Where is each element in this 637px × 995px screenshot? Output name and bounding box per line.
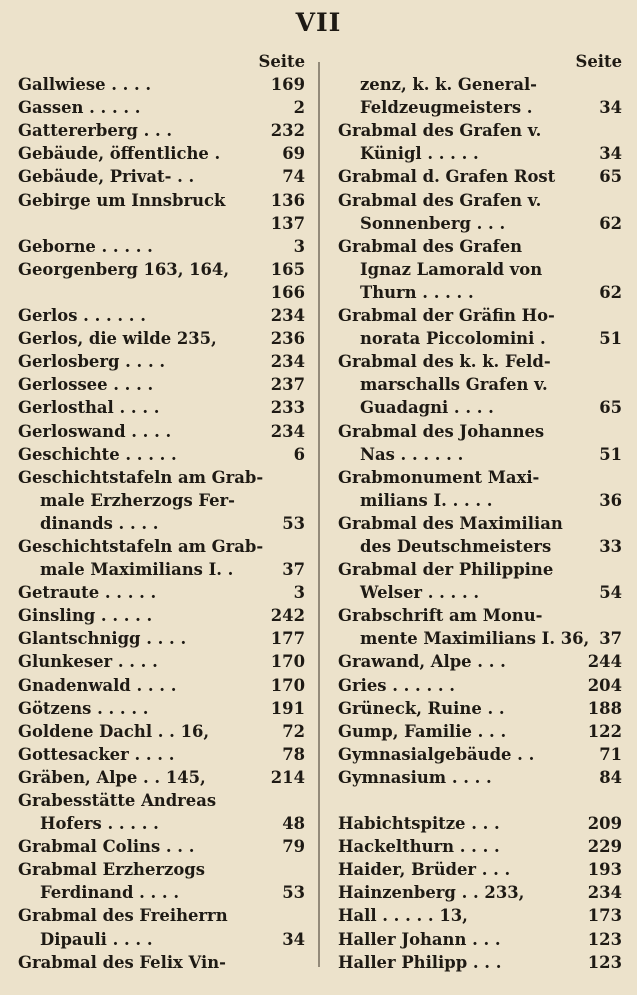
entry-page-ref: 2 — [293, 98, 305, 118]
entry-term: Grabmal des Maximilian — [338, 513, 563, 533]
entry-page-ref: 3 — [293, 583, 305, 603]
index-entry — [18, 189, 305, 212]
section-gap — [338, 789, 622, 812]
index-entry — [338, 674, 622, 697]
entry-page-ref: 234 — [270, 306, 305, 326]
index-entry — [18, 904, 305, 927]
entry-term: Geschichtstafeln am Grab- — [18, 467, 264, 487]
entry-term: Gerlosthal . . . . — [18, 398, 160, 418]
entry-term: Grabmal des Grafen v. — [338, 121, 542, 141]
entry-term: Gerloswand . . . . — [18, 421, 172, 441]
index-entry — [338, 951, 622, 974]
index-entry — [338, 881, 622, 904]
entry-term: Hall . . . . . 13, — [338, 906, 468, 926]
index-entry — [338, 373, 622, 396]
index-entry — [18, 858, 305, 881]
index-entry — [18, 443, 305, 466]
entry-term: Grabmal der Gräfin Ho- — [338, 306, 555, 326]
entry-page-ref: 34 — [282, 929, 305, 949]
entry-page-ref: 169 — [270, 75, 305, 95]
index-entry — [18, 835, 305, 858]
entry-term: Goldene Dachl . . 16, — [18, 721, 210, 741]
entry-term: Gerlosberg . . . . — [18, 352, 166, 372]
entry-term: Grabmal der Philippine — [338, 560, 554, 580]
entry-term: Grabmal des Grafen — [338, 236, 523, 256]
entry-term: des Deutschmeisters — [360, 536, 552, 556]
index-entry — [338, 350, 622, 373]
index-entry — [338, 512, 622, 535]
entry-page-ref: 188 — [587, 698, 622, 718]
index-entry — [338, 558, 622, 581]
index-entry — [338, 928, 622, 951]
index-entry — [338, 535, 622, 558]
index-entry — [18, 881, 305, 904]
entry-term: male Maximilians I. . — [40, 560, 234, 580]
entry-term: Thurn . . . . . — [360, 282, 474, 302]
index-entry — [18, 396, 305, 419]
index-entry — [338, 581, 622, 604]
entry-term: Gebäude, Privat- . . — [18, 167, 195, 187]
index-entry — [18, 928, 305, 951]
index-column-right — [338, 50, 622, 974]
entry-page-ref: 177 — [270, 629, 305, 649]
entry-page-ref: 193 — [587, 860, 622, 880]
index-entry — [338, 165, 622, 188]
entry-page-ref: 234 — [270, 352, 305, 372]
index-entry — [18, 96, 305, 119]
index-entry — [18, 466, 305, 489]
entry-term: Guadagni . . . . — [360, 398, 494, 418]
entry-term: Gymnasium . . . . — [338, 767, 492, 787]
index-entry — [18, 350, 305, 373]
entry-page-ref: 34 — [599, 98, 622, 118]
entry-page-ref: 204 — [587, 675, 622, 695]
entry-term: Haller Philipp . . . — [338, 952, 502, 972]
left-entries — [18, 73, 305, 974]
entry-page-ref: 170 — [270, 675, 305, 695]
index-entry — [18, 373, 305, 396]
entry-term: Grabschrift am Monu- — [338, 606, 543, 626]
index-entry — [18, 789, 305, 812]
entry-term: Grabmonument Maxi- — [338, 467, 540, 487]
entry-page-ref: 237 — [270, 375, 305, 395]
entry-term: Ginsling . . . . . — [18, 606, 153, 626]
entry-page-ref: 6 — [293, 444, 305, 464]
index-entry — [338, 766, 622, 789]
entry-term: Grüneck, Ruine . . — [338, 698, 505, 718]
index-entry — [18, 73, 305, 96]
entry-term: Geschichtstafeln am Grab- — [18, 536, 264, 556]
entry-term: Grabmal des Felix Vin- — [18, 952, 226, 972]
entry-term: Grawand, Alpe . . . — [338, 652, 506, 672]
index-entry — [18, 697, 305, 720]
entry-page-ref: 3 — [293, 236, 305, 256]
entry-page-ref: 53 — [282, 883, 305, 903]
entry-page-ref: 233 — [270, 398, 305, 418]
entry-term: Ignaz Lamorald von — [360, 259, 543, 279]
index-entry — [18, 674, 305, 697]
index-entry — [338, 489, 622, 512]
column-divider — [318, 62, 320, 967]
entry-term: Gnadenwald . . . . — [18, 675, 177, 695]
index-entry — [338, 466, 622, 489]
index-entry — [18, 743, 305, 766]
entry-term: Ferdinand . . . . — [40, 883, 180, 903]
entry-term: Grabmal Colins . . . — [18, 837, 195, 857]
entry-term: Gottesacker . . . . — [18, 744, 175, 764]
entry-term: Grabmal des Freiherrn — [18, 906, 228, 926]
index-entry — [18, 951, 305, 974]
entry-page-ref: 209 — [587, 814, 622, 834]
entry-page-ref: 123 — [587, 929, 622, 949]
index-entry — [18, 581, 305, 604]
index-entry — [338, 304, 622, 327]
index-entry — [18, 165, 305, 188]
entry-page-ref: 166 — [270, 282, 305, 302]
entry-term: norata Piccolomini . — [360, 329, 546, 349]
entry-page-ref: 71 — [599, 744, 622, 764]
entry-page-ref: 36 — [599, 490, 622, 510]
entry-term: Grabmal des Johannes — [338, 421, 545, 441]
index-entry — [338, 420, 622, 443]
index-entry — [18, 512, 305, 535]
entry-term: Gräben, Alpe . . 145, — [18, 767, 206, 787]
index-entry — [18, 142, 305, 165]
entry-page-ref: 234 — [270, 421, 305, 441]
entry-page-ref: 48 — [282, 814, 305, 834]
entry-term: Dipauli . . . . — [40, 929, 153, 949]
index-entry — [18, 720, 305, 743]
entry-term: Haller Johann . . . — [338, 929, 501, 949]
entry-term: Feldzeugmeisters . — [360, 98, 533, 118]
index-entry — [338, 627, 622, 650]
entry-term: Gebirge um Innsbruck — [18, 190, 226, 210]
entry-page-ref: 234 — [587, 883, 622, 903]
index-entry — [18, 235, 305, 258]
entry-page-ref: 214 — [270, 767, 305, 787]
entry-page-ref: 34 — [599, 144, 622, 164]
index-entry — [338, 119, 622, 142]
entry-term: Götzens . . . . . — [18, 698, 149, 718]
index-entry — [338, 142, 622, 165]
index-entry — [338, 604, 622, 627]
entry-term: mente Maximilians I. 36, — [360, 629, 590, 649]
entry-term: Nas . . . . . . — [360, 444, 464, 464]
index-entry — [18, 420, 305, 443]
entry-page-ref: 242 — [270, 606, 305, 626]
entry-page-ref: 79 — [282, 837, 305, 857]
entry-term: Getraute . . . . . — [18, 583, 157, 603]
entry-page-ref: 165 — [270, 259, 305, 279]
seite-header-left: Seite — [258, 52, 305, 71]
index-entry — [338, 904, 622, 927]
entry-term: Gerlos . . . . . . — [18, 306, 146, 326]
entry-page-ref: 37 — [282, 560, 305, 580]
entry-term: zenz, k. k. General- — [360, 75, 537, 95]
entry-term: Welser . . . . . — [360, 583, 480, 603]
index-entry — [18, 489, 305, 512]
entry-term: Grabesstätte Andreas — [18, 791, 217, 810]
entry-term: Gerlos, die wilde 235, — [18, 329, 217, 349]
entry-term: Hofers . . . . . — [40, 814, 159, 834]
entry-page-ref: 122 — [587, 721, 622, 741]
index-entry — [338, 96, 622, 119]
entry-page-ref: 236 — [270, 329, 305, 349]
index-entry — [18, 604, 305, 627]
entry-term: Georgenberg 163, 164, — [18, 259, 230, 279]
index-entry — [18, 650, 305, 673]
entry-page-ref: 51 — [599, 444, 622, 464]
entry-page-ref: 54 — [599, 583, 622, 603]
index-entry — [18, 119, 305, 142]
index-entry — [338, 189, 622, 212]
entry-page-ref: 51 — [599, 329, 622, 349]
index-entry — [338, 812, 622, 835]
index-entry — [18, 212, 305, 235]
index-entry — [338, 281, 622, 304]
entry-term: marschalls Grafen v. — [360, 375, 548, 395]
entry-page-ref: 137 — [270, 213, 305, 233]
entry-term: Grabmal Erzherzogs — [18, 860, 205, 880]
entry-term: Gries . . . . . . — [338, 675, 455, 695]
right-entries — [338, 73, 622, 974]
entry-term: Glantschnigg . . . . — [18, 629, 187, 649]
index-entry — [338, 258, 622, 281]
entry-term: Sonnenberg . . . — [360, 213, 506, 233]
index-entry — [338, 650, 622, 673]
index-entry — [338, 443, 622, 466]
entry-term: Glunkeser . . . . — [18, 652, 158, 672]
entry-term: Gattererberg . . . — [18, 121, 173, 141]
entry-page-ref: 84 — [599, 767, 622, 787]
index-entry — [338, 73, 622, 96]
entry-page-ref: 65 — [599, 398, 622, 418]
seite-header-right: Seite — [575, 52, 622, 71]
entry-page-ref: 78 — [282, 744, 305, 764]
entry-term: Grabmal des k. k. Feld- — [338, 352, 551, 372]
index-entry — [338, 697, 622, 720]
entry-page-ref: 229 — [587, 837, 622, 857]
entry-term: Künigl . . . . . — [360, 144, 479, 164]
index-entry — [18, 627, 305, 650]
entry-term: male Erzherzogs Fer- — [40, 490, 235, 510]
entry-term: dinands . . . . — [40, 513, 159, 533]
entry-term: Gallwiese . . . . — [18, 75, 152, 95]
entry-term: Geschichte . . . . . — [18, 444, 177, 464]
index-entry — [338, 212, 622, 235]
entry-term: Hainzenberg . . 233, — [338, 883, 525, 903]
entry-term: Haider, Brüder . . . — [338, 860, 511, 880]
entry-page-ref: 244 — [587, 652, 622, 672]
entry-page-ref: 72 — [282, 721, 305, 741]
entry-term: Gerlossee . . . . — [18, 375, 154, 395]
entry-term: Gassen . . . . . — [18, 98, 141, 118]
index-entry — [18, 327, 305, 350]
entry-term: Gebäude, öffentliche . — [18, 144, 221, 164]
entry-term: Grabmal des Grafen v. — [338, 190, 542, 210]
entry-page-ref: 74 — [282, 167, 305, 187]
index-entry — [18, 258, 305, 281]
index-entry — [18, 812, 305, 835]
entry-page-ref: 69 — [282, 144, 305, 164]
entry-page-ref: 136 — [270, 190, 305, 210]
entry-page-ref: 53 — [282, 513, 305, 533]
entry-term: Grabmal d. Grafen Rost — [338, 167, 556, 187]
entry-term: Hackelthurn . . . . — [338, 837, 500, 857]
index-entry — [338, 720, 622, 743]
index-entry — [18, 535, 305, 558]
index-entry — [18, 766, 305, 789]
entry-page-ref: 62 — [599, 282, 622, 302]
entry-page-ref: 173 — [587, 906, 622, 926]
entry-term: milians I. . . . . — [360, 490, 493, 510]
entry-term: Gump, Familie . . . — [338, 721, 507, 741]
entry-page-ref: 37 — [599, 629, 622, 649]
entry-page-ref: 123 — [587, 952, 622, 972]
index-entry — [18, 558, 305, 581]
index-column-left — [18, 50, 305, 974]
entry-page-ref: 65 — [599, 167, 622, 187]
index-entry — [338, 327, 622, 350]
page-number: VII — [295, 8, 342, 37]
index-entry — [338, 858, 622, 881]
index-entry — [338, 396, 622, 419]
index-entry — [18, 304, 305, 327]
entry-page-ref: 33 — [599, 536, 622, 556]
index-entry — [18, 281, 305, 304]
entry-term: Gymnasialgebäude . . — [338, 744, 535, 764]
entry-term: Habichtspitze . . . — [338, 814, 500, 834]
index-entry — [338, 743, 622, 766]
index-entry — [338, 235, 622, 258]
entry-page-ref: 232 — [270, 121, 305, 141]
entry-page-ref: 170 — [270, 652, 305, 672]
entry-page-ref: 62 — [599, 213, 622, 233]
entry-term: Geborne . . . . . — [18, 236, 153, 256]
entry-page-ref: 191 — [270, 698, 305, 718]
index-entry — [338, 835, 622, 858]
